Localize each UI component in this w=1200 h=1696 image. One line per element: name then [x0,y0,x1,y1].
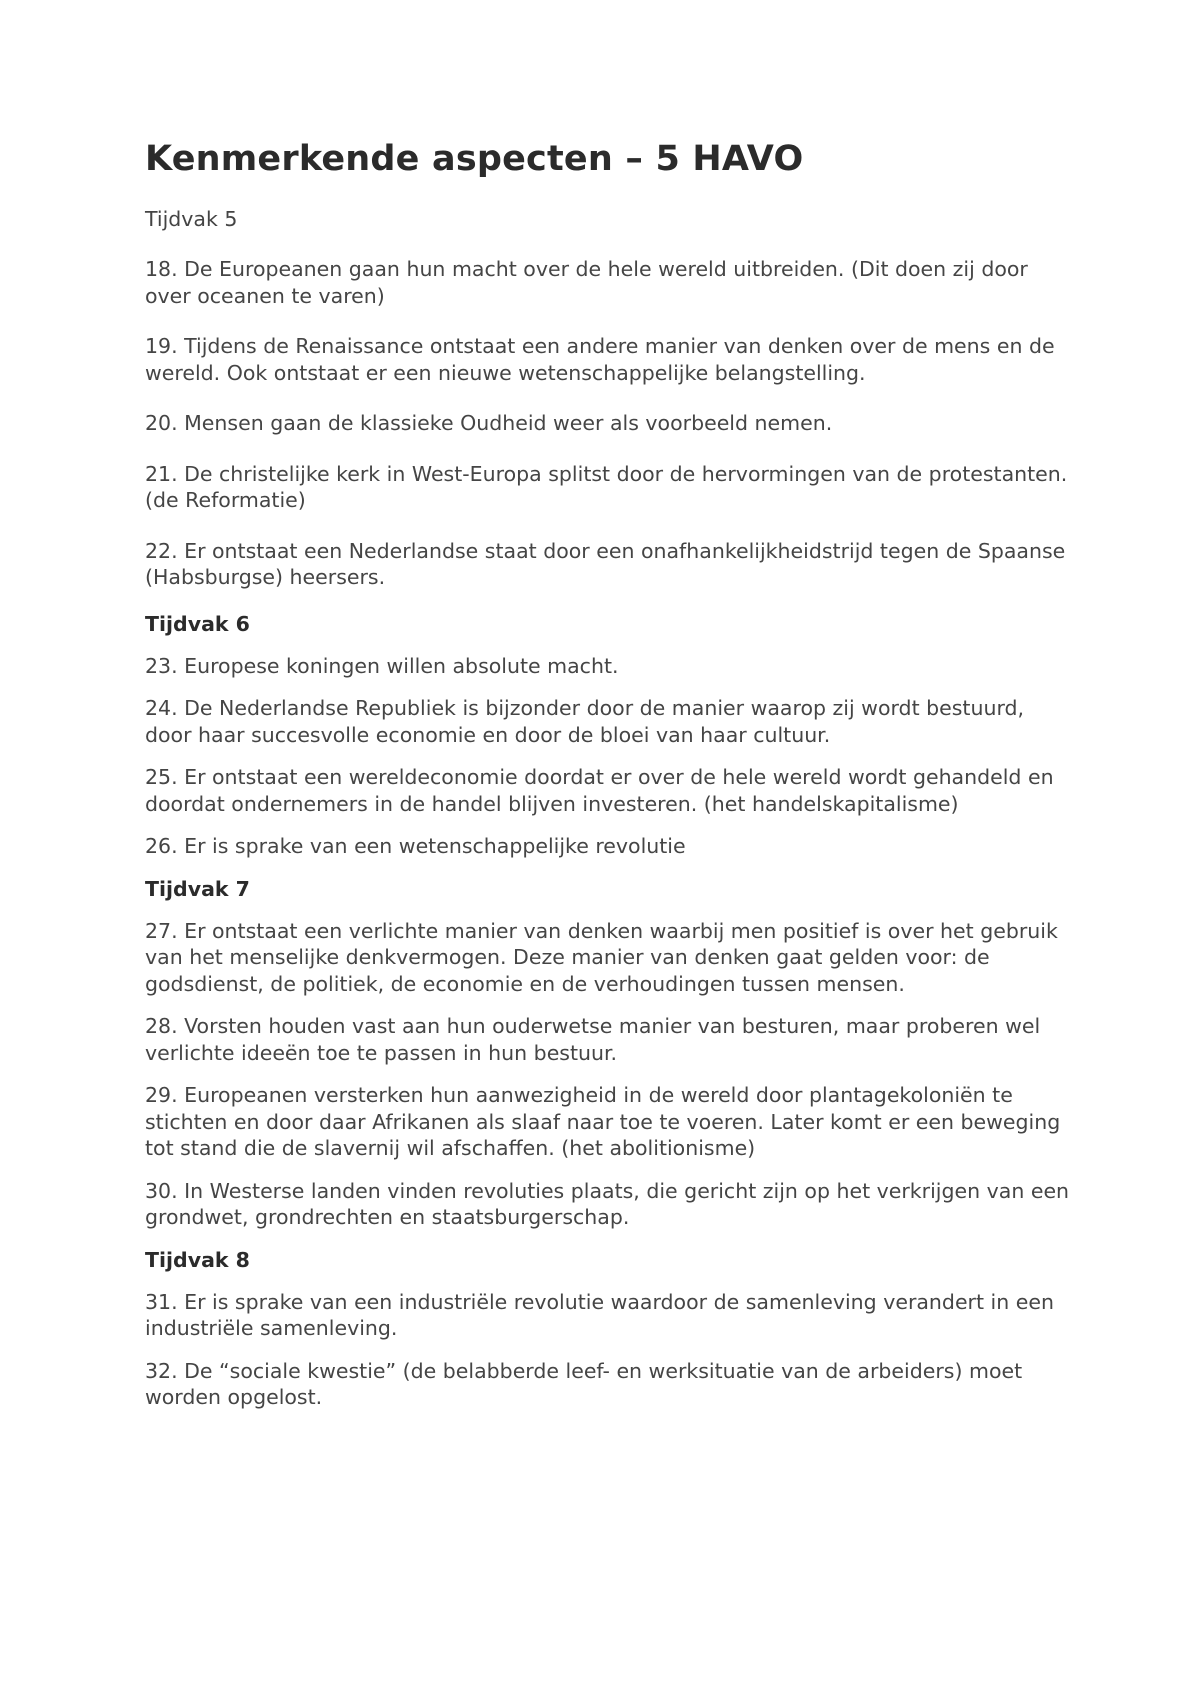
list-item-29: 29. Europeanen versterken hun aanwezigheid in de wereld door plantagekoloniën te stichten en door daar Afrikanen als slaaf naar toe te voeren. Later komt er een beweging tot stand die de slavernij wil afschaffen. (het abolitionisme) [145,1083,1061,1160]
list-item-27: 27. Er ontstaat een verlichte manier van denken waarbij men positief is over het gebruik van het menselijke denkvermogen. Deze manier van denken gaat gelden voor: de godsdienst, de politiek, de economie en de verhoudingen tussen mensen. [145,918,1058,996]
section-heading-tijdvak-8: Tijdvak 8 [145,1247,250,1272]
list-item-24: 24. De Nederlandse Republiek is bijzonder door de manier waarop zij wordt bestuurd, door haar succesvolle economie en door de bloei van haar cultuur. [145,696,1025,747]
list-item-23: 23. Europese koningen willen absolute macht. [145,653,619,678]
list-item-30: 30. In Westerse landen vinden revoluties plaats, die gericht zijn op het verkrijgen van een grondwet, grondrechten en staatsburgerschap. [145,1178,1070,1229]
section-heading-tijdvak-5: Tijdvak 5 [145,207,238,231]
list-item-31: 31. Er is sprake van een industriële revolutie waardoor de samenleving verandert in een industriële samenleving. [145,1289,1054,1340]
section-heading-tijdvak-6: Tijdvak 6 [145,611,250,636]
list-item-18: 18. De Europeanen gaan hun macht over de hele wereld uitbreiden. (Dit doen zij door over oceanen te varen) [145,257,1028,308]
list-item-26: 26. Er is sprake van een wetenschappelijke revolutie [145,834,686,858]
list-item-20: 20. Mensen gaan de klassieke Oudheid weer als voorbeeld nemen. [145,411,833,435]
list-item-22: 22. Er ontstaat een Nederlandse staat door een onafhankelijkheidstrijd tegen de Spaanse (Habsburgse) heersers. [145,538,1066,589]
list-item-25: 25. Er ontstaat een wereldeconomie doordat er over de hele wereld wordt gehandeld en doordat ondernemers in de handel blijven investeren. (het handelskapitalisme) [145,765,1054,816]
list-item-19: 19. Tijdens de Renaissance ontstaat een andere manier van denken over de mens en de wereld. Ook ontstaat er een nieuwe wetenschappelijke belangstelling. [145,334,1055,385]
section-heading-tijdvak-7: Tijdvak 7 [145,876,250,901]
list-item-21: 21. De christelijke kerk in West-Europa splitst door de hervormingen van de protestanten. (de Reformatie) [145,461,1068,512]
page-title: Kenmerkende aspecten – 5 HAVO [145,139,804,179]
list-item-28: 28. Vorsten houden vast aan hun ouderwetse manier van besturen, maar proberen wel verlichte ideeën toe te passen in hun bestuur. [145,1014,1041,1065]
list-item-32: 32. De “sociale kwestie” (de belabberde leef- en werksituatie van de arbeiders) moet worden opgelost. [145,1358,1023,1409]
